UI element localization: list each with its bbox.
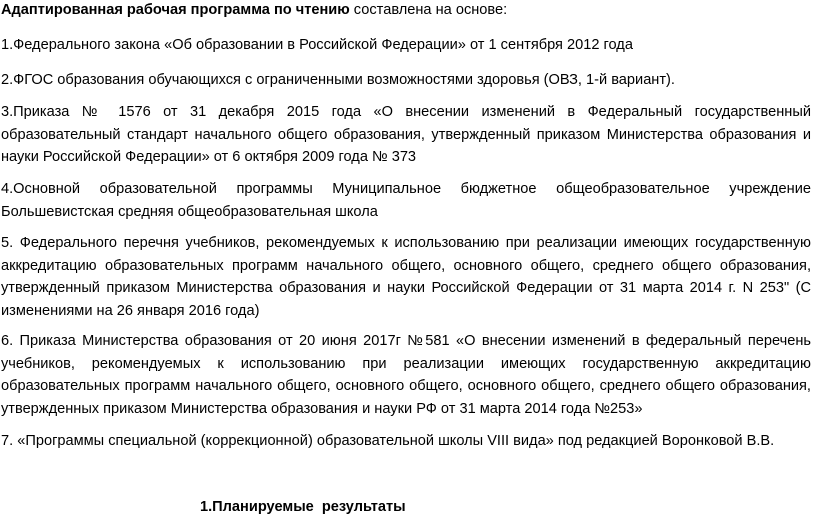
- intro-title: Адаптированная рабочая программа по чтению: [1, 2, 350, 18]
- section-title: 1.Планируемые результаты: [200, 499, 406, 515]
- list-item-4: 4.Основной образовательной программы Муниципальное бюджетное общеобразовательное учреждение Большевистская средняя общеобразовательная школа: [1, 181, 811, 220]
- list-item-2: 2.ФГОС образования обучающихся с ограниченными возможностями здоровья (ОВЗ, 1-й вариант).: [1, 72, 675, 88]
- list-item-1: 1.Федерального закона «Об образовании в Российской Федерации» от 1 сентября 2012 года: [1, 37, 633, 53]
- intro-text: составлена на основе:: [349, 2, 508, 18]
- list-item-5: 5. Федерального перечня учебников, рекомендуемых к использованию при реализации имеющих государственную аккредитацию образовательных программ начального общего, основного общего, среднего общего образования, утвержденный приказом Министерства образования и науки Российской Федерации от 31 марта 2014 г. N 253" (С изменениями на 26 января 2016 года): [1, 235, 811, 319]
- list-item-6: 6. Приказа Министерства образования от 20 июня 2017г №581 «О внесении изменений в федеральный перечень учебников, рекомендуемых к использованию при реализации имеющих государственную аккредитацию образовательных программ начального общего, основного общего, основного общего, среднего общего образования, утвержденных приказом Министерства образования и науки РФ от 31 марта 2014 года №253»: [1, 333, 811, 417]
- intro-line: [1, 0, 811, 20]
- list-item-3: 3.Приказа № 1576 от 31 декабря 2015 года «О внесении изменений в Федеральный государственный образовательный стандарт начального общего образования, утвержденный приказом Министерства образования и науки Российской Федерации» от 6 октября 2009 года № 373: [1, 104, 811, 165]
- list-item-7: 7. «Программы специальной (коррекционной) образовательной школы VIII вида» под редакцией Воронковой В.В.: [1, 433, 775, 449]
